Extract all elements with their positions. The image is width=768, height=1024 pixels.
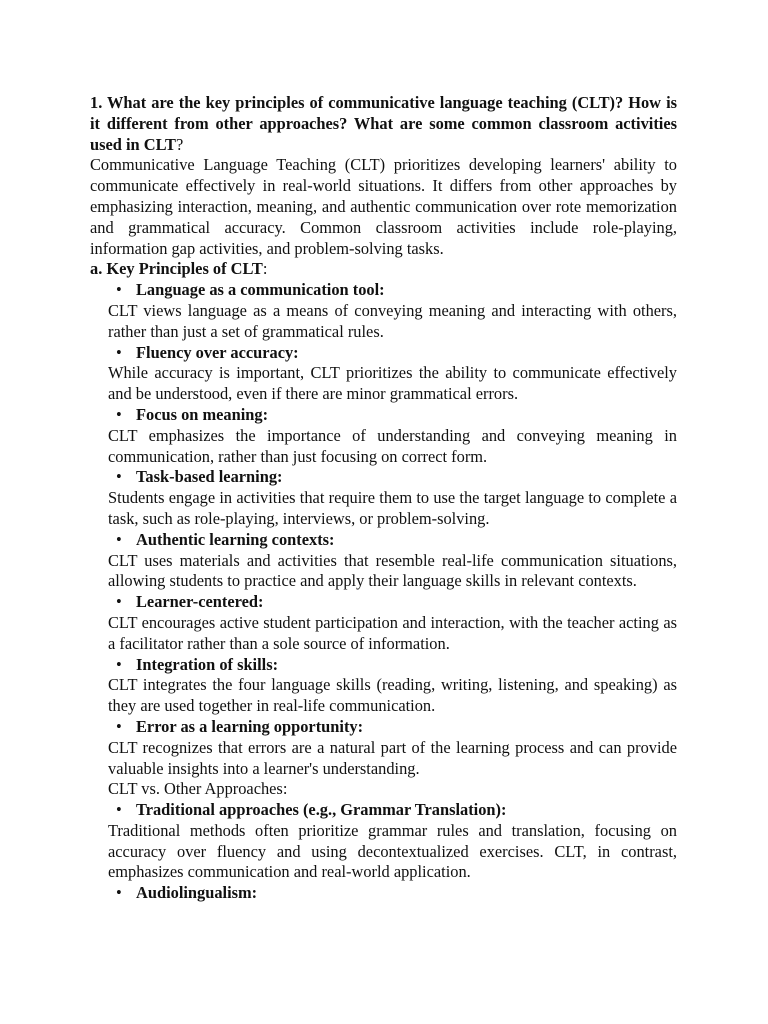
question-heading xyxy=(90,93,677,155)
question-heading-tail: ? xyxy=(175,134,184,154)
principle-item xyxy=(90,405,677,467)
principles-list xyxy=(90,280,677,779)
comparison-heading: CLT vs. Other Approaches: xyxy=(108,779,288,799)
principle-body: CLT uses materials and activities that resemble real-life communication situations, allowing students to practice and apply their language skills in relevant contexts. xyxy=(108,550,677,591)
comparison-item xyxy=(90,883,677,904)
bullet-icon: • xyxy=(116,800,122,820)
principles-heading xyxy=(90,259,677,280)
comparison-title: Traditional approaches (e.g., Grammar Translation): xyxy=(136,800,507,820)
principle-body: CLT emphasizes the importance of understanding and conveying meaning in communication, rather than just focusing on correct form. xyxy=(108,425,677,466)
principles-heading-text: a. Key Principles of CLT xyxy=(90,259,263,279)
principle-title: Language as a communication tool: xyxy=(136,280,385,300)
principle-title: Error as a learning opportunity: xyxy=(136,716,364,736)
principle-item xyxy=(90,343,677,405)
bullet-icon: • xyxy=(116,592,122,612)
principle-item xyxy=(90,530,677,592)
bullet-icon: • xyxy=(116,716,122,736)
principle-item xyxy=(90,467,677,529)
principle-title: Authentic learning contexts: xyxy=(136,529,335,549)
document-content xyxy=(90,93,677,904)
intro-paragraph: Communicative Language Teaching (CLT) prioritizes developing learners' ability to communicate effectively in real-world situations. It differs from other approaches by emphasizing interaction, meaning, and authentic communication over rote memorization and grammatical accuracy. Common classroom activities include role-playing, information gap activities, and problem-solving tasks. xyxy=(90,155,677,258)
principle-title: Fluency over accuracy: xyxy=(136,342,299,362)
comparison-body: Traditional methods often prioritize grammar rules and translation, focusing on accuracy over fluency and using decontextualized exercises. CLT, in contrast, emphasizes communication and real-world application. xyxy=(108,820,677,882)
principle-body: Students engage in activities that require them to use the target language to complete a task, such as role-playing, interviews, or problem-solving. xyxy=(108,488,677,528)
principle-title: Learner-centered: xyxy=(136,592,264,612)
principle-item xyxy=(90,280,677,342)
principles-heading-tail: : xyxy=(262,259,268,279)
principle-item xyxy=(90,717,677,779)
principle-body: CLT encourages active student participation and interaction, with the teacher acting as a facilitator rather than a sole source of information. xyxy=(108,612,677,653)
comparison-item xyxy=(90,800,677,883)
principle-item xyxy=(90,655,677,717)
bullet-icon: • xyxy=(116,883,122,903)
principle-title: Integration of skills: xyxy=(136,654,279,674)
comparison-list xyxy=(90,800,677,904)
bullet-icon: • xyxy=(116,654,122,674)
question-heading-text: 1. What are the key principles of communicative language teaching (CLT)? How is it different from other approaches? What are some common classroom activities used in CLT xyxy=(90,93,677,154)
principle-title: Task-based learning: xyxy=(136,467,283,487)
principle-item xyxy=(90,592,677,654)
bullet-icon: • xyxy=(116,467,122,487)
bullet-icon: • xyxy=(116,529,122,549)
bullet-icon: • xyxy=(116,342,122,362)
principle-body: While accuracy is important, CLT prioritizes the ability to communicate effectively and be understood, even if there are minor grammatical errors. xyxy=(108,363,677,404)
principle-body: CLT integrates the four language skills (reading, writing, listening, and speaking) as they are used together in real-life communication. xyxy=(108,675,677,716)
principle-title: Focus on meaning: xyxy=(136,404,269,424)
bullet-icon: • xyxy=(116,404,122,424)
principle-body: CLT views language as a means of conveying meaning and interacting with others, rather than just a set of grammatical rules. xyxy=(108,300,677,341)
comparison-title: Audiolingualism: xyxy=(136,883,258,903)
bullet-icon: • xyxy=(116,280,122,300)
principle-body: CLT recognizes that errors are a natural part of the learning process and can provide valuable insights into a learner's understanding. xyxy=(108,737,677,778)
